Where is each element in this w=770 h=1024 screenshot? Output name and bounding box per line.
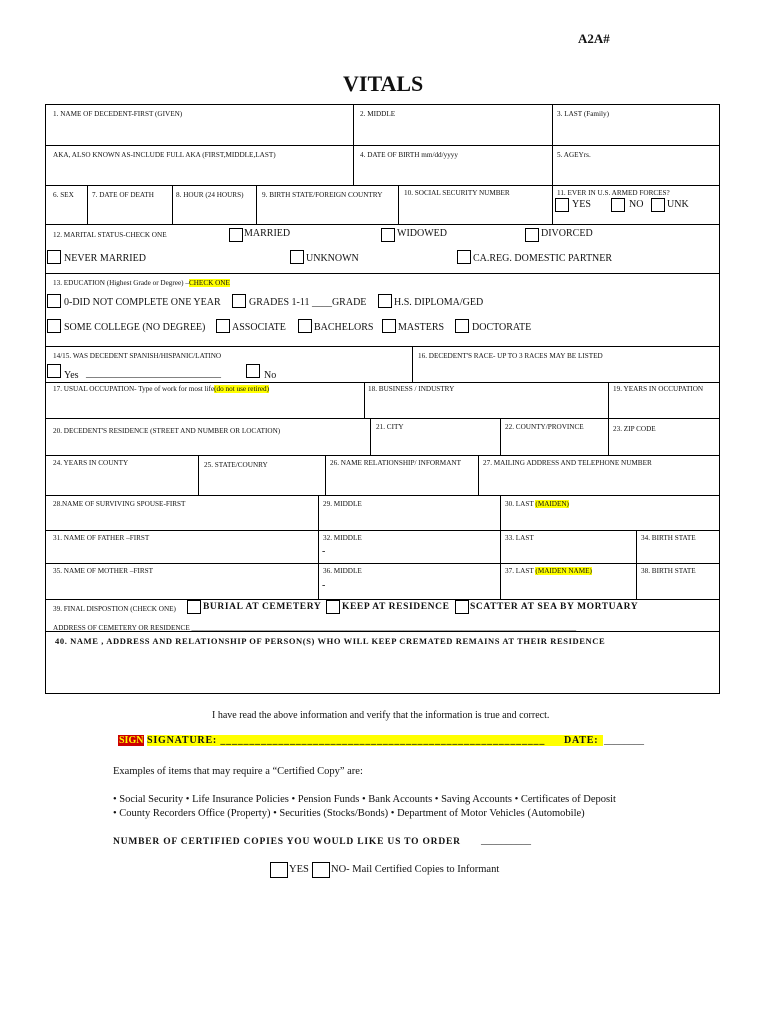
hispanic-no-checkbox[interactable]	[246, 364, 260, 378]
edu-doctorate-label: DOCTORATE	[472, 322, 532, 333]
col-divider	[325, 455, 326, 495]
field-birth-state[interactable]: 9. BIRTH STATE/FOREIGN COUNTRY	[262, 191, 383, 199]
col-divider	[500, 495, 501, 599]
field-mother-middle[interactable]: 36. MIDDLE	[323, 567, 362, 575]
field-age[interactable]: 5. AGEYrs.	[557, 151, 591, 159]
mail-yes-checkbox[interactable]	[270, 862, 288, 878]
dash-mark: -	[322, 580, 326, 591]
armed-forces-unk-checkbox[interactable]	[651, 198, 665, 212]
spouse-maiden-note: (MAIDEN)	[535, 500, 569, 508]
col-divider	[636, 530, 637, 599]
married-label: MARRIED	[244, 228, 291, 239]
never-married-label: NEVER MARRIED	[64, 253, 146, 264]
mail-no-checkbox[interactable]	[312, 862, 330, 878]
field-middle-name[interactable]: 2. MIDDLE	[360, 110, 396, 118]
verification-statement: I have read the above information and verify that the information is true and correct.	[212, 710, 550, 721]
armed-forces-yes-label: YES	[572, 199, 591, 210]
field-residence[interactable]: 20. DECEDENT'S RESIDENCE (STREET AND NUMBER OR LOCATION)	[53, 427, 281, 435]
divorced-checkbox[interactable]	[525, 228, 539, 242]
field-hour[interactable]: 8. HOUR (24 HOURS)	[176, 191, 244, 199]
edu-bachelors-checkbox[interactable]	[298, 319, 312, 333]
copies-line[interactable]: __________	[481, 835, 531, 846]
education-label-text: 13. EDUCATION (Highest Grade or Degree) –	[53, 279, 189, 287]
col-divider	[398, 185, 399, 224]
dash-mark: -	[322, 546, 326, 557]
field-cemetery-address[interactable]: ADDRESS OF CEMETERY OR RESIDENCE ___________________________________________________________________________________________________________	[53, 624, 577, 632]
edu-masters-label: MASTERS	[398, 322, 445, 333]
field-father-last[interactable]: 33. LAST	[505, 534, 534, 542]
field-last-name[interactable]: 3. LAST (Family)	[557, 110, 609, 118]
row-divider	[45, 495, 720, 496]
domestic-partner-checkbox[interactable]	[457, 250, 471, 264]
field-zip[interactable]: 23. ZIP CODE	[613, 425, 656, 433]
date-line[interactable]: ________	[604, 735, 644, 746]
col-divider	[364, 382, 365, 418]
hispanic-yes-label: Yes	[64, 370, 79, 381]
edu-associate-label: ASSOCIATE	[232, 322, 286, 333]
field-aka[interactable]: AKA, ALSO KNOWN AS-INCLUDE FULL AKA (FIRST,MIDDLE,LAST)	[53, 151, 276, 159]
field-sex[interactable]: 6. SEX	[53, 191, 74, 199]
occupation-note: (do not use retired)	[214, 385, 270, 393]
field-spouse-first[interactable]: 28.NAME OF SURVIVING SPOUSE-FIRST	[53, 500, 186, 508]
page-title: VITALS	[343, 71, 424, 96]
row-divider	[45, 418, 720, 419]
copies-label: NUMBER OF CERTIFIED COPIES YOU WOULD LIKE US TO ORDER	[113, 837, 461, 847]
never-married-checkbox[interactable]	[47, 250, 61, 264]
col-divider	[318, 495, 319, 599]
edu-hs-label: H.S. DIPLOMA/GED	[394, 297, 484, 308]
edu-grades-checkbox[interactable]	[232, 294, 246, 308]
examples-intro: Examples of items that may require a “Certified Copy” are:	[113, 766, 363, 777]
date-label: DATE:	[564, 735, 599, 746]
field-father-birth-state[interactable]: 34. BIRTH STATE	[641, 534, 696, 542]
check-one-highlight: CHECK ONE	[188, 279, 230, 287]
field-disposition-label: 39. FINAL DISPOSTION (CHECK ONE)	[53, 605, 176, 613]
col-divider	[552, 104, 553, 185]
col-divider	[172, 185, 173, 224]
examples-line-2: • County Recorders Office (Property) • Securities (Stocks/Bonds) • Department of Motor Vehicles (Automobile)	[113, 808, 585, 819]
field-mother-last[interactable]	[505, 567, 592, 575]
field-date-of-death[interactable]: 7. DATE OF DEATH	[92, 191, 154, 199]
field-hispanic-label: 14/15. WAS DECEDENT SPANISH/HISPANIC/LATINO	[53, 352, 222, 360]
row-divider	[45, 599, 720, 600]
residence-label: KEEP AT RESIDENCE	[342, 602, 450, 612]
armed-forces-yes-checkbox[interactable]	[555, 198, 569, 212]
signature-line: SIGNATURE: ________________________________________________________	[147, 735, 546, 746]
field-years-county[interactable]: 24. YEARS IN COUNTY	[53, 459, 129, 467]
widowed-checkbox[interactable]	[381, 228, 395, 242]
examples-line-1: • Social Security • Life Insurance Policies • Pension Funds • Bank Accounts • Saving Accounts • Certificates of Deposit	[113, 794, 616, 805]
sign-tag: SIGN	[119, 735, 144, 746]
col-divider	[608, 382, 609, 418]
edu-associate-checkbox[interactable]	[216, 319, 230, 333]
row-divider	[45, 273, 720, 274]
armed-forces-unk-label: UNK	[667, 199, 689, 210]
field-first-name[interactable]: 1. NAME OF DECEDENT-FIRST (GIVEN)	[53, 110, 183, 118]
scatter-checkbox[interactable]	[455, 600, 469, 614]
field-spouse-middle[interactable]: 29. MIDDLE	[323, 500, 362, 508]
row-divider	[45, 530, 720, 531]
edu-grades-label: GRADES 1-11 ____GRADE	[249, 297, 367, 308]
field-county[interactable]: 22. COUNTY/PROVINCE	[505, 423, 584, 431]
field-father-first[interactable]: 31. NAME OF FATHER –FIRST	[53, 534, 150, 542]
mail-yes-label: YES	[289, 864, 309, 875]
field-city[interactable]: 21. CITY	[376, 423, 404, 431]
col-divider	[353, 104, 354, 185]
row-divider	[45, 455, 720, 456]
field-mother-first[interactable]: 35. NAME OF MOTHER –FIRST	[53, 567, 154, 575]
domestic-partner-label: CA.REG. DOMESTIC PARTNER	[473, 253, 613, 264]
row-divider	[45, 185, 720, 186]
field-cremated-remains[interactable]: 40. NAME , ADDRESS AND RELATIONSHIP OF PERSON(S) WHO WILL KEEP CREMATED REMAINS AT THEIR RESIDENCE	[55, 636, 606, 646]
hispanic-no-label: No	[264, 370, 277, 381]
col-divider	[87, 185, 88, 224]
field-education-label	[53, 279, 230, 287]
unknown-label: UNKNOWN	[306, 253, 359, 264]
field-ssn[interactable]: 10. SOCIAL SECURITY NUMBER	[404, 189, 510, 197]
field-race[interactable]: 16. DECEDENT'S RACE- UP TO 3 RACES MAY BE LISTED	[418, 352, 603, 360]
mail-no-label: NO- Mail Certified Copies to Informant	[331, 864, 500, 875]
field-armed-forces-label: 11. EVER IN U.S. ARMED FORCES?	[557, 189, 670, 197]
col-divider	[370, 418, 371, 455]
col-divider	[478, 455, 479, 495]
mother-maiden-note: (MAIDEN NAME)	[535, 567, 592, 575]
armed-forces-no-label: NO	[629, 199, 644, 210]
col-divider	[412, 346, 413, 382]
col-divider	[500, 418, 501, 455]
hispanic-yes-checkbox[interactable]	[47, 364, 61, 378]
edu-doctorate-checkbox[interactable]	[455, 319, 469, 333]
residence-checkbox[interactable]	[326, 600, 340, 614]
field-date-of-birth[interactable]: 4. DATE OF BIRTH mm/dd/yyyy	[360, 151, 458, 159]
col-divider	[608, 418, 609, 455]
burial-checkbox[interactable]	[187, 600, 201, 614]
edu-some-college-checkbox[interactable]	[47, 319, 61, 333]
col-divider	[256, 185, 257, 224]
edu-none-checkbox[interactable]	[47, 294, 61, 308]
row-divider	[45, 346, 720, 347]
edu-none-label: 0-DID NOT COMPLETE ONE YEAR	[64, 297, 221, 308]
field-years-occupation[interactable]: 19. YEARS IN OCCUPATION	[613, 385, 704, 393]
col-divider	[552, 185, 553, 224]
divorced-label: DIVORCED	[541, 228, 593, 239]
spouse-last-label: 30. LAST	[505, 500, 534, 508]
scatter-label: SCATTER AT SEA BY MORTUARY	[470, 602, 639, 612]
edu-some-college-label: SOME COLLEGE (NO DEGREE)	[64, 322, 206, 333]
signature-field[interactable]	[147, 735, 603, 746]
row-divider	[45, 224, 720, 225]
edu-masters-checkbox[interactable]	[382, 319, 396, 333]
occupation-label-text: 17. USUAL OCCUPATION- Type of work for most life	[53, 385, 215, 393]
burial-label: BURIAL AT CEMETERY	[203, 602, 322, 612]
mother-last-label: 37. LAST	[505, 567, 534, 575]
row-divider	[45, 382, 720, 383]
field-informant[interactable]: 26. NAME RELATIONSHIP/ INFORMANT	[330, 459, 461, 467]
edu-hs-checkbox[interactable]	[378, 294, 392, 308]
field-spouse-last[interactable]	[505, 500, 569, 508]
field-business[interactable]: 18. BUSINESS / INDUSTRY	[368, 385, 455, 393]
field-occupation[interactable]	[53, 385, 269, 393]
col-divider	[198, 455, 199, 495]
row-divider	[45, 145, 720, 146]
widowed-label: WIDOWED	[397, 228, 447, 239]
field-father-middle[interactable]: 32. MIDDLE	[323, 534, 362, 542]
field-marital-status-label: 12. MARITAL STATUS-CHECK ONE	[53, 231, 167, 239]
field-mailing-address[interactable]: 27. MAILING ADDRESS AND TELEPHONE NUMBER	[483, 459, 652, 467]
armed-forces-no-checkbox[interactable]	[611, 198, 625, 212]
hispanic-yes-line: ___________________________	[86, 368, 221, 379]
field-state-country[interactable]: 25. STATE/COUNRY	[204, 461, 268, 469]
married-checkbox[interactable]	[229, 228, 243, 242]
form-id-label: A2A#	[578, 31, 610, 46]
unknown-checkbox[interactable]	[290, 250, 304, 264]
edu-bachelors-label: BACHELORS	[314, 322, 374, 333]
field-mother-birth-state[interactable]: 38. BIRTH STATE	[641, 567, 696, 575]
row-divider	[45, 563, 720, 564]
